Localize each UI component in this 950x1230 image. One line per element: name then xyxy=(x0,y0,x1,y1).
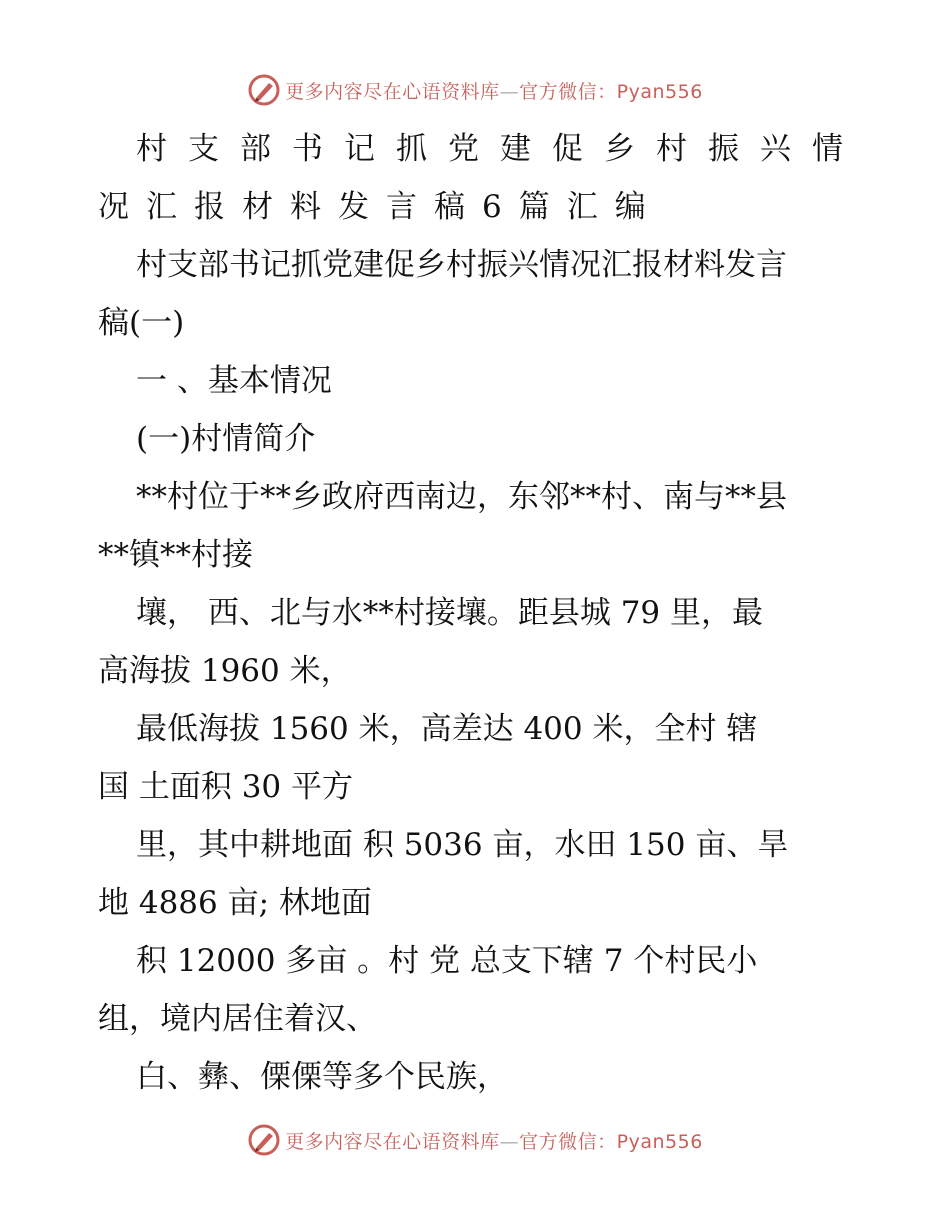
paragraph-line: 白、彝、傈傈等多个民族， xyxy=(136,1059,508,1095)
paragraph-line: 壤， 西、北与水**村接壤。距县城 79 里，最 xyxy=(136,595,764,631)
paragraph-line: **镇**村接 xyxy=(98,537,253,573)
pen-logo-icon xyxy=(247,1123,281,1157)
pen-logo-icon xyxy=(247,73,281,107)
paragraph-line: 国 土面积 30 平方 xyxy=(98,769,354,805)
paragraph-line: 高海拔 1960 米， xyxy=(98,653,352,689)
paragraph-line: 地 4886 亩; 林地面 xyxy=(98,885,372,921)
section-heading: 一 、基本情况 xyxy=(136,363,332,399)
banner-text: 更多内容尽在心语资料库—官方微信：Pyan556 xyxy=(285,80,703,103)
paragraph-line: **村位于**乡政府西南边，东邻**村、南与**县 xyxy=(136,479,787,515)
footer-banner xyxy=(0,1120,950,1160)
paragraph-line: 积 12000 多亩 。村 党 总支下辖 7 个村民小 xyxy=(136,943,758,979)
banner-text: 更多内容尽在心语资料库—官方微信：Pyan556 xyxy=(285,1130,703,1153)
doc-title-line-1: 村支部书记抓党建促乡村振兴情 xyxy=(136,131,864,167)
paragraph-line: 稿(一) xyxy=(98,305,185,341)
paragraph-line: 最低海拔 1560 米，高差达 400 米，全村 辖 xyxy=(136,711,758,747)
doc-title-line-2: 况汇报材料发言稿6篇汇编 xyxy=(98,189,663,225)
paragraph-line: 村支部书记抓党建促乡村振兴情况汇报材料发言 xyxy=(136,247,787,283)
subsection-heading: (一)村情简介 xyxy=(136,421,316,457)
header-banner xyxy=(0,70,950,110)
paragraph-line: 组，境内居住着汉、 xyxy=(98,1001,377,1037)
paragraph-line: 里，其中耕地面 积 5036 亩，水田 150 亩、旱 xyxy=(136,827,789,863)
document-body xyxy=(98,120,864,1106)
